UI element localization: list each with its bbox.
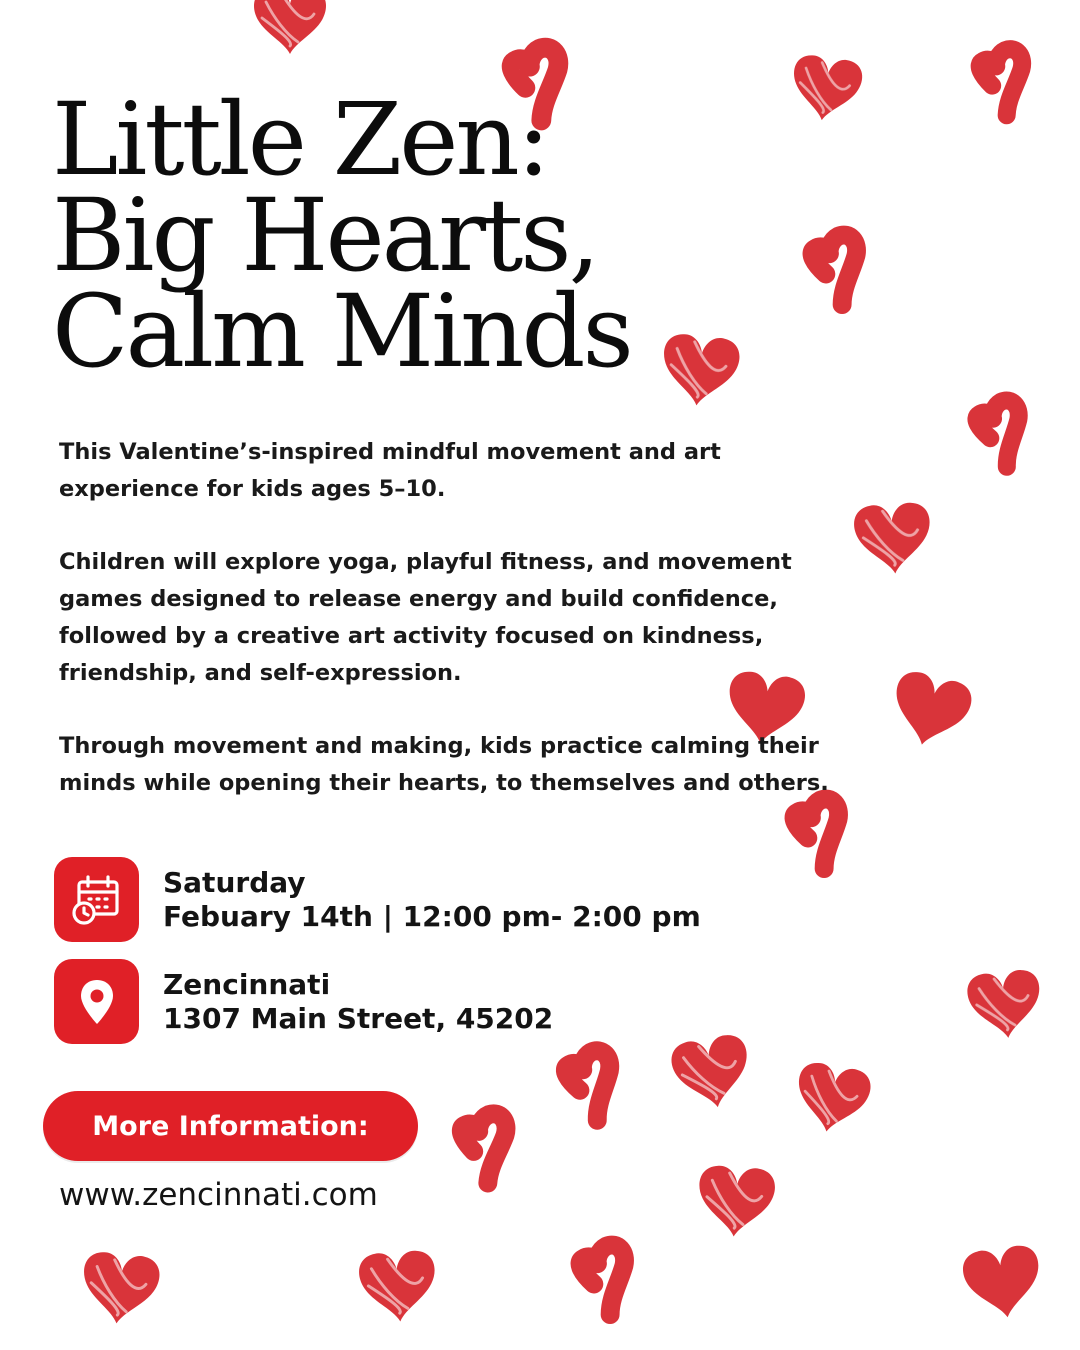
event-description	[59, 434, 859, 838]
page-title	[52, 81, 631, 390]
event-location	[54, 959, 553, 1044]
more-information-button[interactable]: More Information:	[43, 1091, 418, 1161]
description-paragraph: Children will explore yoga, playful fitness, and movement games designed to release energy and build confidence, followed by a creative art activity focused on kindness, friendship, and self-expression.	[59, 549, 792, 686]
location-address: 1307 Main Street, 45202	[163, 1001, 554, 1035]
event-day: Saturday	[163, 865, 306, 899]
description-paragraph: This Valentine’s-inspired mindful movement and art experience for kids ages 5–10.	[59, 439, 721, 502]
location-name: Zencinnati	[163, 967, 331, 1001]
event-datetime	[54, 857, 701, 942]
website-link[interactable]: www.zencinnati.com	[59, 1177, 378, 1213]
title-line: Big Hearts,	[52, 177, 598, 294]
event-date-time: Febuary 14th | 12:00 pm- 2:00 pm	[163, 899, 701, 933]
description-paragraph: Through movement and making, kids practice calming their minds while opening their hearts, to themselves and others.	[59, 733, 829, 796]
title-line: Little Zen:	[52, 81, 548, 198]
calendar-clock-icon	[54, 857, 139, 942]
map-pin-icon	[54, 959, 139, 1044]
title-line: Calm Minds	[52, 273, 631, 390]
